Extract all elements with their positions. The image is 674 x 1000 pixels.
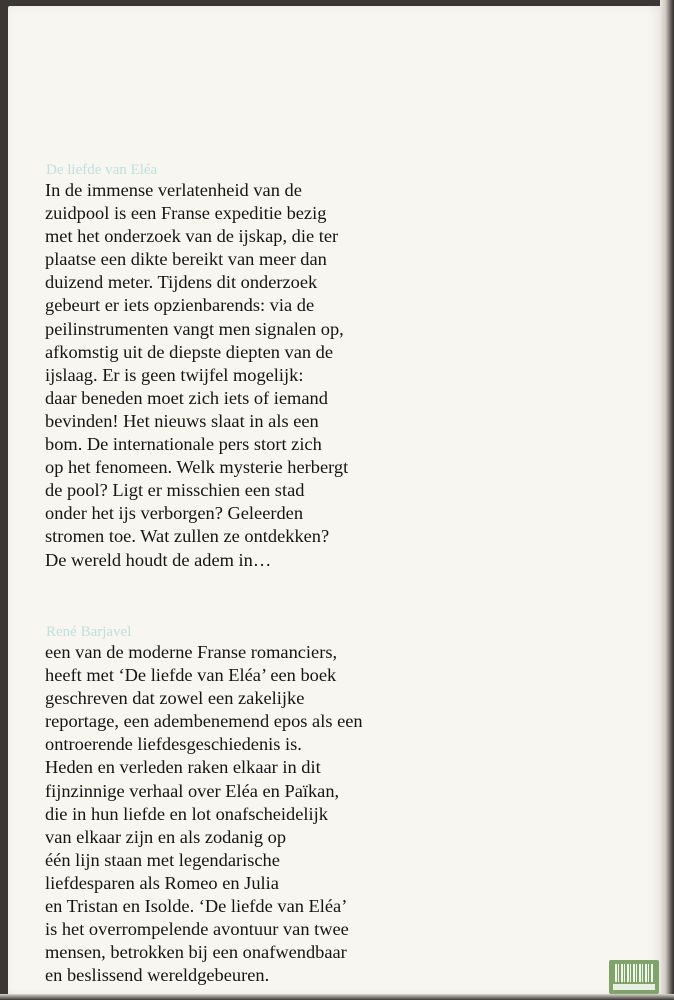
synopsis-section: [45, 161, 435, 572]
barcode-sticker-icon: [609, 960, 659, 994]
author-heading: René Barjavel: [46, 624, 132, 640]
barcode-strip: [613, 984, 655, 990]
cover-bottom-edge: [0, 994, 674, 1000]
author-text: een van de moderne Franse romanciers, heeft met ‘De liefde van Eléa’ een boek geschreven dat zowel een zakelijke reportage, een adembenemend epos als een ontroerende liefdesgeschiedenis is. Heden en verleden raken elkaar in dit fijnzinnige verhaal over Eléa en Païkan, die in hun liefde en lot onafscheidelijk van elkaar zijn en als zodanig op één lijn staan met legendarische liefdesparen als Romeo en Julia en Tristan en Isolde. ‘De liefde van Eléa’ is het overrompelende avontuur van twee mensen, betrokken bij een onafwendbaar en beslissend wereldgebeuren.: [45, 642, 363, 986]
synopsis-heading: De liefde van Eléa: [46, 162, 158, 178]
author-section: [45, 623, 435, 987]
barcode-lines: [615, 964, 653, 982]
cover-paper: [8, 6, 662, 998]
synopsis-text: In de immense verlatenheid van de zuidpool is een Franse expeditie bezig met het onderzoek van de ijskap, die ter plaatse een dikte bereikt van meer dan duizend meter. Tijdens dit onderzoek gebeurt er iets opzienbarends: via de peilinstrumenten vangt men signalen op, afkomstig uit de diepste diepten van de ijslaag. Er is geen twijfel mogelijk: daar beneden moet zich iets of iemand bevinden! Het nieuws slaat in als een bom. De internationale pers stort zich op het fenomeen. Welk mysterie herbergt de pool? Ligt er misschien een stad onder het ijs verborgen? Geleerden stromen toe. Wat zullen ze ontdekken? De wereld houdt de adem in…: [45, 180, 349, 570]
cover-spine-edge: [660, 0, 674, 1000]
